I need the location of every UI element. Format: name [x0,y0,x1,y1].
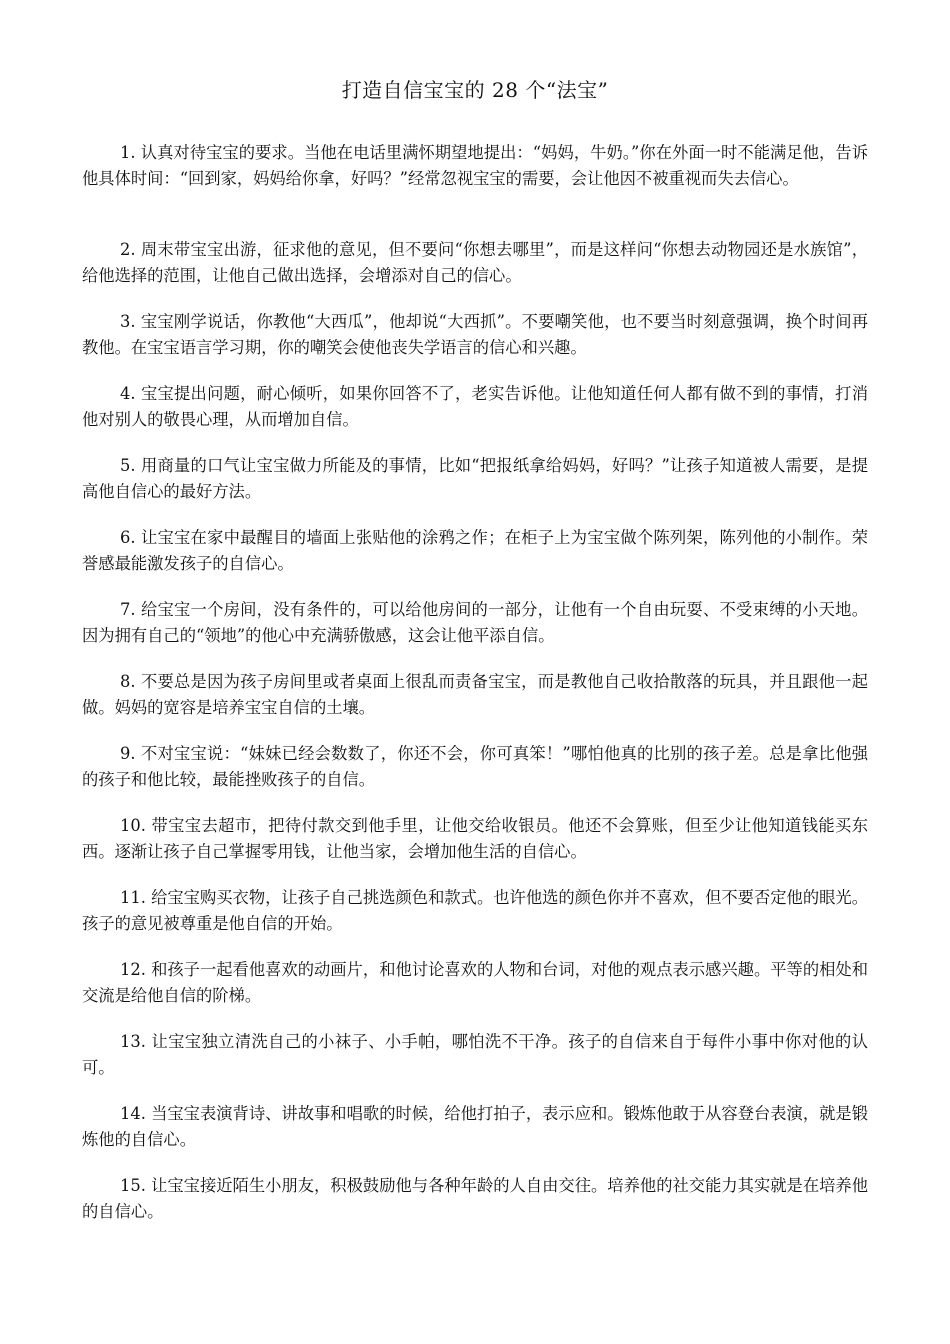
list-item-12: 12. 和孩子一起看他喜欢的动画片，和他讨论喜欢的人物和台词，对他的观点表示感兴趣。平等的相处和交流是给他自信的阶梯。 [82,960,868,1005]
list-item-1: 1. 认真对待宝宝的要求。当他在电话里满怀期望地提出：“妈妈，牛奶。”你在外面一时不能满足他，告诉他具体时间：“回到家，妈妈给你拿，好吗？”经常忽视宝宝的需要，会让他因不被重视而失去信心。 [82,143,868,188]
list-item-7: 7. 给宝宝一个房间，没有条件的，可以给他房间的一部分，让他有一个自由玩耍、不受束缚的小天地。因为拥有自己的“领地”的他心中充满骄傲感，这会让他平添自信。 [82,600,868,645]
list-item-4: 4. 宝宝提出问题，耐心倾听，如果你回答不了，老实告诉他。让他知道任何人都有做不到的事情，打消他对别人的敬畏心理，从而增加自信。 [82,384,868,429]
list-item-15: 15. 让宝宝接近陌生小朋友，积极鼓励他与各种年龄的人自由交往。培养他的社交能力其实就是在培养他的自信心。 [82,1176,868,1221]
list-item-9: 9. 不对宝宝说：“妹妹已经会数数了，你还不会，你可真笨！”哪怕他真的比别的孩子差。总是拿比他强的孩子和他比较，最能挫败孩子的自信。 [82,744,868,789]
list-item-5: 5. 用商量的口气让宝宝做力所能及的事情，比如“把报纸拿给妈妈，好吗？”让孩子知道被人需要，是提高他自信心的最好方法。 [82,456,868,501]
list-item-14: 14. 当宝宝表演背诗、讲故事和唱歌的时候，给他打拍子，表示应和。锻炼他敢于从容登台表演，就是锻炼他的自信心。 [82,1104,868,1149]
list-item-10: 10. 带宝宝去超市，把待付款交到他手里，让他交给收银员。他还不会算账，但至少让他知道钱能买东西。逐渐让孩子自己掌握零用钱，让他当家，会增加他生活的自信心。 [82,816,868,861]
list-item-8: 8. 不要总是因为孩子房间里或者桌面上很乱而责备宝宝，而是教他自己收拾散落的玩具，并且跟他一起做。妈妈的宽容是培养宝宝自信的土壤。 [82,672,868,717]
list-item-3: 3. 宝宝刚学说话，你教他“大西瓜”，他却说“大西抓”。不要嘲笑他，也不要当时刻意强调，换个时间再教他。在宝宝语言学习期，你的嘲笑会使他丧失学语言的信心和兴趣。 [82,312,868,357]
list-item-13: 13. 让宝宝独立清洗自己的小袜子、小手帕，哪怕洗不干净。孩子的自信来自于每件小事中你对他的认可。 [82,1032,868,1077]
list-item-2: 2. 周末带宝宝出游，征求他的意见，但不要问“你想去哪里”，而是这样问“你想去动物园还是水族馆”，给他选择的范围，让他自己做出选择，会增添对自己的信心。 [82,240,868,285]
document-title: 打造自信宝宝的 28 个“法宝” [341,78,609,102]
list-item-11: 11. 给宝宝购买衣物，让孩子自己挑选颜色和款式。也许他选的颜色你并不喜欢，但不要否定他的眼光。孩子的意见被尊重是他自信的开始。 [82,888,868,933]
list-item-6: 6. 让宝宝在家中最醒目的墙面上张贴他的涂鸦之作；在柜子上为宝宝做个陈列架，陈列他的小制作。荣誉感最能激发孩子的自信心。 [82,528,868,573]
